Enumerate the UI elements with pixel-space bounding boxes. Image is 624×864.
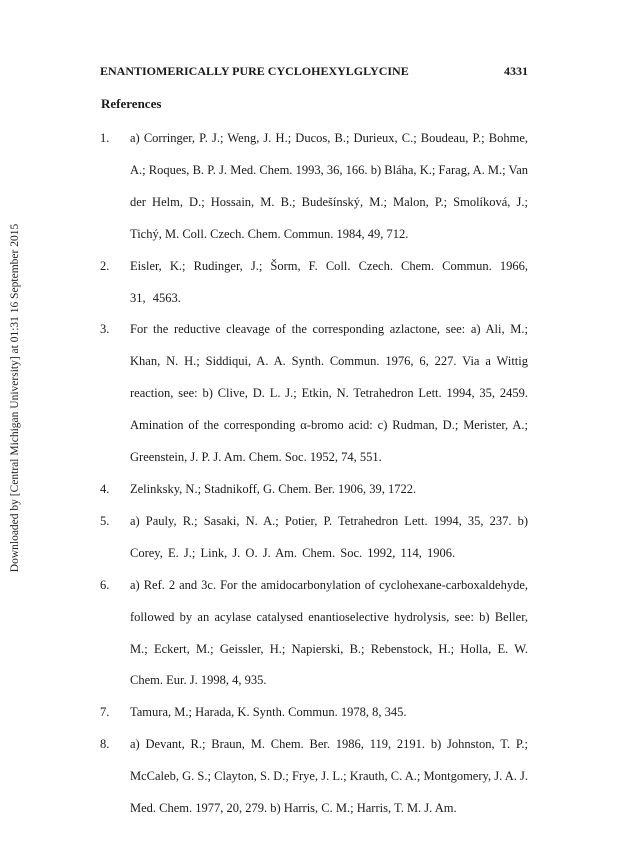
reference-item: [100, 123, 528, 251]
reference-item: [100, 474, 528, 506]
reference-number: 1.: [100, 131, 110, 145]
reference-number: 2.: [100, 258, 110, 273]
reference-text: a) Pauly, R.; Sasaki, N. A.; Potier, P. Tetrahedron Lett. 1994, 35, 237. b) Corey, E. J.; Link, J. O. J. Am. Chem. Soc. 1992, 114, 1906.: [130, 513, 528, 560]
page-number: 4331: [504, 64, 528, 78]
reference-item: [100, 697, 528, 729]
reference-item: [100, 506, 528, 570]
reference-number: 4.: [100, 481, 110, 496]
reference-text: Tamura, M.; Harada, K. Synth. Commun. 1978, 8, 345.: [130, 705, 407, 720]
download-watermark-text: Downloaded by [Central Michigan University] at 01:31 16 September 2015: [9, 223, 21, 573]
download-watermark: [3, 158, 27, 638]
reference-text: Eisler, K.; Rudinger, J.; Šorm, F. Coll. Czech. Chem. Commun. 1966, 31, 4563.: [130, 258, 528, 305]
reference-number: 5.: [100, 513, 110, 528]
reference-text: Zelinksky, N.; Stadnikoff, G. Chem. Ber. 1906, 39, 1722.: [130, 481, 417, 496]
reference-text: For the reductive cleavage of the corresponding azlactone, see: a) Ali, M.; Khan, N. H.; Siddiqui, A. A. Synth. Commun. 1976, 6, 227. Via a Wittig reaction, see: b) Clive, D. L. J.; Etkin, N. Tetrahedron Lett. 1994, 35, 2459. Amination of the corresponding α-bromo acid: c) Rudman, D.; Merister, A.; Greenstein, J. P. J. Am. Chem. Soc. 1952, 74, 551.: [130, 322, 528, 465]
reference-number: 8.: [100, 737, 110, 752]
reference-text: a) Devant, R.; Braun, M. Chem. Ber. 1986, 119, 2191. b) Johnston, T. P.; McCaleb, G. S.; Clayton, S. D.; Frye, J. L.; Krauth, C. A.; Montgomery, J. A. J. Med. Chem. 1977, 20, 279. b) Harris, C. M.; Harris, T. M. J. Am.: [130, 737, 528, 816]
reference-item: [100, 570, 528, 698]
reference-number: 6.: [100, 577, 110, 592]
reference-text: a) Corringer, P. J.; Weng, J. H.; Ducos, B.; Durieux, C.; Boudeau, P.; Bohme, A.; Roques, B. P. J. Med. Chem. 1993, 36, 166. b) Bláha, K.; Farag, A. M.; Van der Helm, D.; Hossain, M. B.; Budešínský, M.; Malon, P.; Smolíková, J.; Tichý, M. Coll. Czech. Chem. Commun. 1984, 49, 712.: [130, 131, 528, 241]
running-title: ENANTIOMERICALLY PURE CYCLOHEXYLGLYCINE: [100, 64, 409, 78]
reference-item: [100, 729, 528, 825]
reference-list: [100, 123, 528, 825]
reference-text: a) Ref. 2 and 3c. For the amidocarbonylation of cyclohexane-carboxaldehyde, followed by an acylase catalysed enantioselective hydrolysis, see: b) Beller, M.; Eckert, M.; Geissler, H.; Napierski, B.; Rebenstock, H.; Holla, E. W. Chem. Eur. J. 1998, 4, 935.: [130, 577, 528, 688]
reference-number: 7.: [100, 705, 110, 720]
reference-number: 3.: [100, 322, 110, 337]
section-title: References: [101, 96, 162, 111]
reference-item: [100, 314, 528, 474]
reference-item: [100, 251, 528, 315]
